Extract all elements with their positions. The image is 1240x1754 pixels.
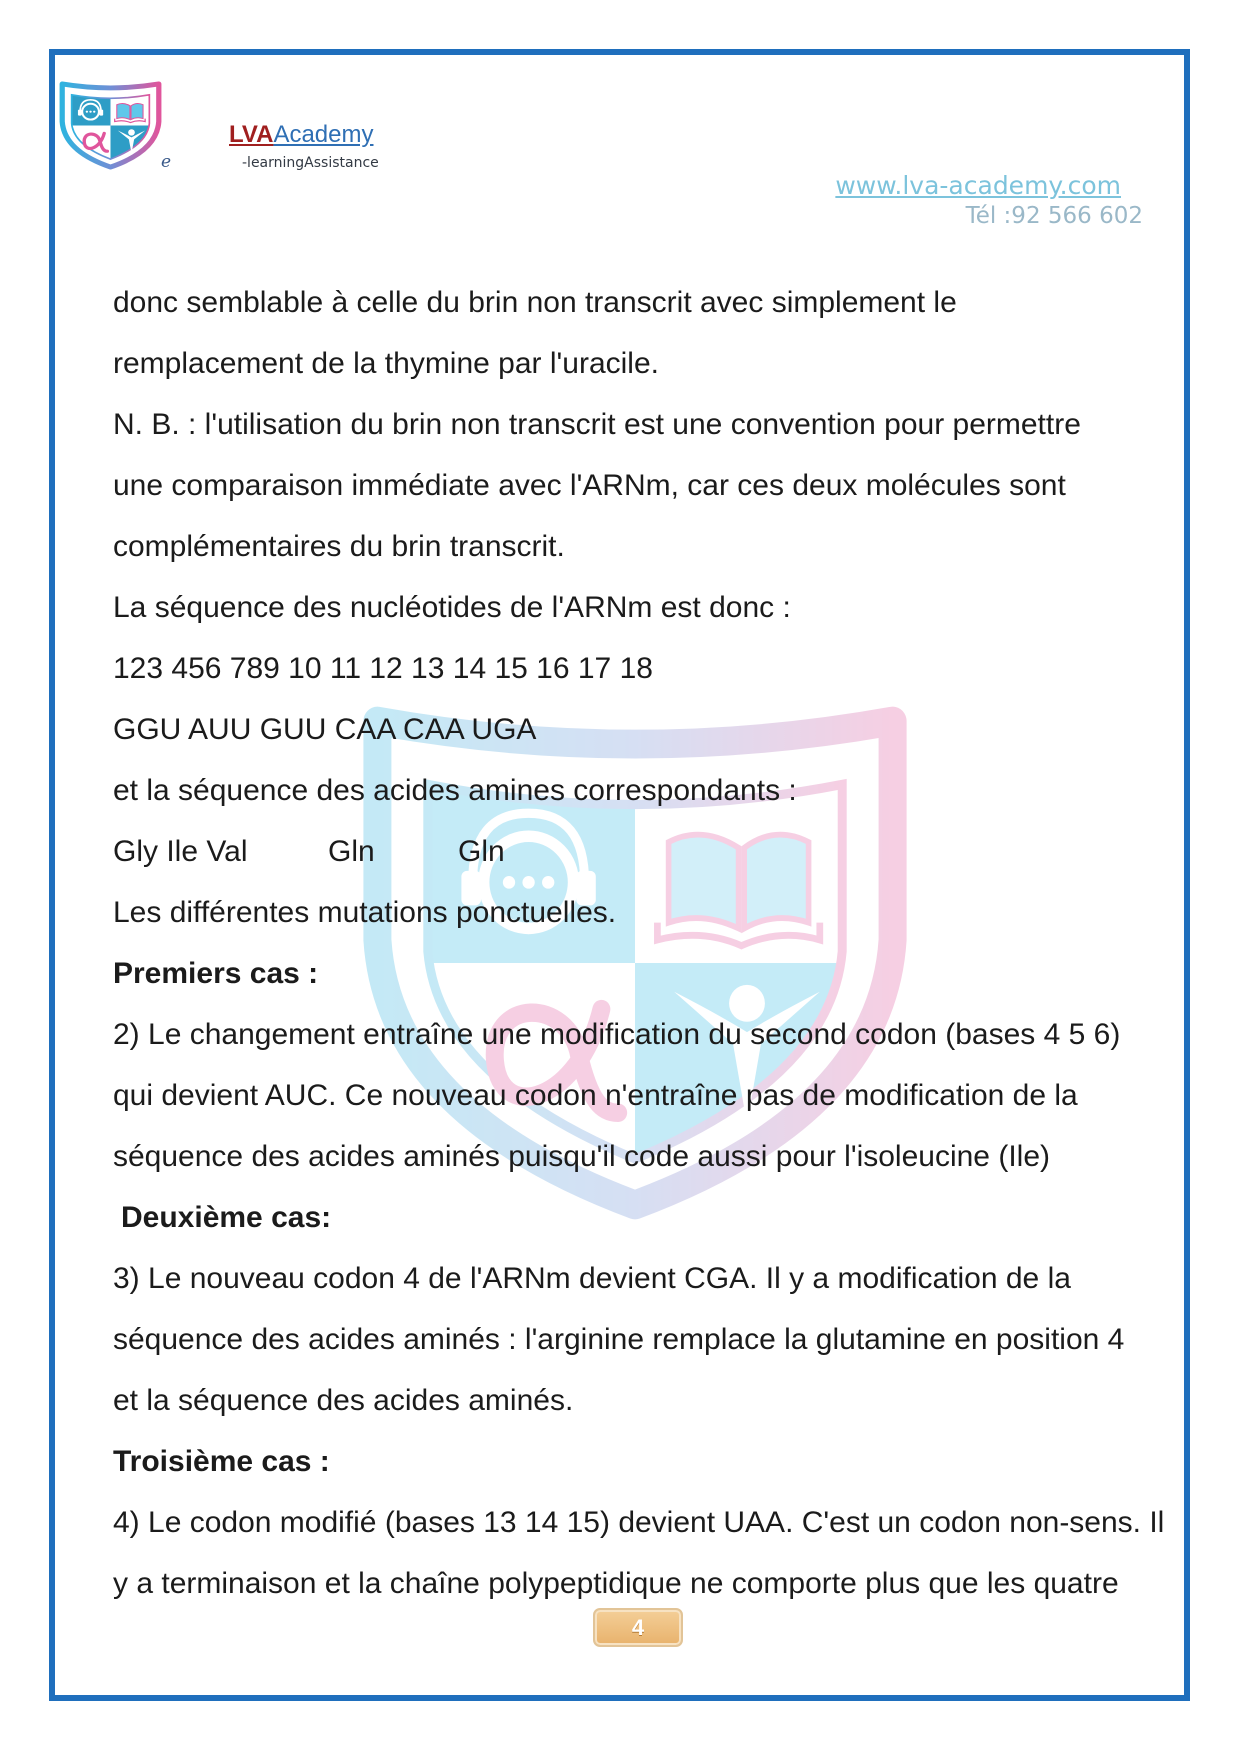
amino-acid-sequence bbox=[113, 821, 1178, 882]
case-heading: Troisième cas : bbox=[113, 1445, 330, 1478]
phone-number: Tél :92 566 602 bbox=[965, 203, 1143, 229]
website-link[interactable]: www.lva-academy.com bbox=[835, 171, 1121, 200]
amino-acid-intro: et la séquence des acides amines correspondants : bbox=[113, 774, 797, 807]
lva-shield-logo-icon bbox=[58, 80, 163, 171]
text-line: N. B. : l'utilisation du brin non transcrit est une convention pour permettre bbox=[113, 408, 1081, 441]
brand-tagline: -learningAssistance bbox=[242, 155, 379, 171]
text-line: complémentaires du brin transcrit. bbox=[113, 530, 565, 563]
text-line: qui devient AUC. Ce nouveau codon n'entraîne pas de modification de la bbox=[113, 1079, 1078, 1112]
text-line: 3) Le nouveau codon 4 de l'ARNm devient CGA. Il y a modification de la bbox=[113, 1262, 1071, 1295]
case-heading: Deuxième cas: bbox=[121, 1201, 332, 1234]
text-line: 2) Le changement entraîne une modification du second codon (bases 4 5 6) bbox=[113, 1018, 1121, 1051]
text-line: séquence des acides aminés : l'arginine remplace la glutamine en position 4 bbox=[113, 1323, 1125, 1356]
amino-acid-group: Gln bbox=[328, 835, 375, 868]
brand-academy: Academy bbox=[273, 121, 374, 148]
logo-letter: e bbox=[161, 152, 172, 172]
text-line: une comparaison immédiate avec l'ARNm, car ces deux molécules sont bbox=[113, 469, 1066, 502]
text-line: 4) Le codon modifié (bases 13 14 15) devient UAA. C'est un codon non-sens. Il bbox=[113, 1506, 1165, 1539]
document-body bbox=[113, 272, 1178, 1614]
text-line: y a terminaison et la chaîne polypeptidique ne comporte plus que les quatre bbox=[113, 1567, 1119, 1600]
text-line: séquence des acides aminés puisqu'il code aussi pour l'isoleucine (Ile) bbox=[113, 1140, 1050, 1173]
mrna-sequence: GGU AUU GUU CAA CAA UGA bbox=[113, 713, 537, 746]
brand-lva: LVA bbox=[229, 121, 274, 148]
text-line: et la séquence des acides aminés. bbox=[113, 1384, 574, 1417]
text-line: remplacement de la thymine par l'uracile. bbox=[113, 347, 659, 380]
nucleotide-positions: 123 456 789 10 11 12 13 14 15 16 17 18 bbox=[113, 652, 653, 685]
amino-acid-group: Gln bbox=[458, 835, 505, 868]
page-number-badge: 4 bbox=[593, 1608, 683, 1647]
mutations-title: Les différentes mutations ponctuelles. bbox=[113, 896, 617, 929]
case-heading: Premiers cas : bbox=[113, 957, 319, 990]
text-line: donc semblable à celle du brin non transcrit avec simplement le bbox=[113, 286, 957, 319]
text-line: La séquence des nucléotides de l'ARNm est donc : bbox=[113, 591, 791, 624]
amino-acid-group: Gly Ile Val bbox=[113, 835, 248, 868]
brand-name bbox=[229, 121, 373, 149]
